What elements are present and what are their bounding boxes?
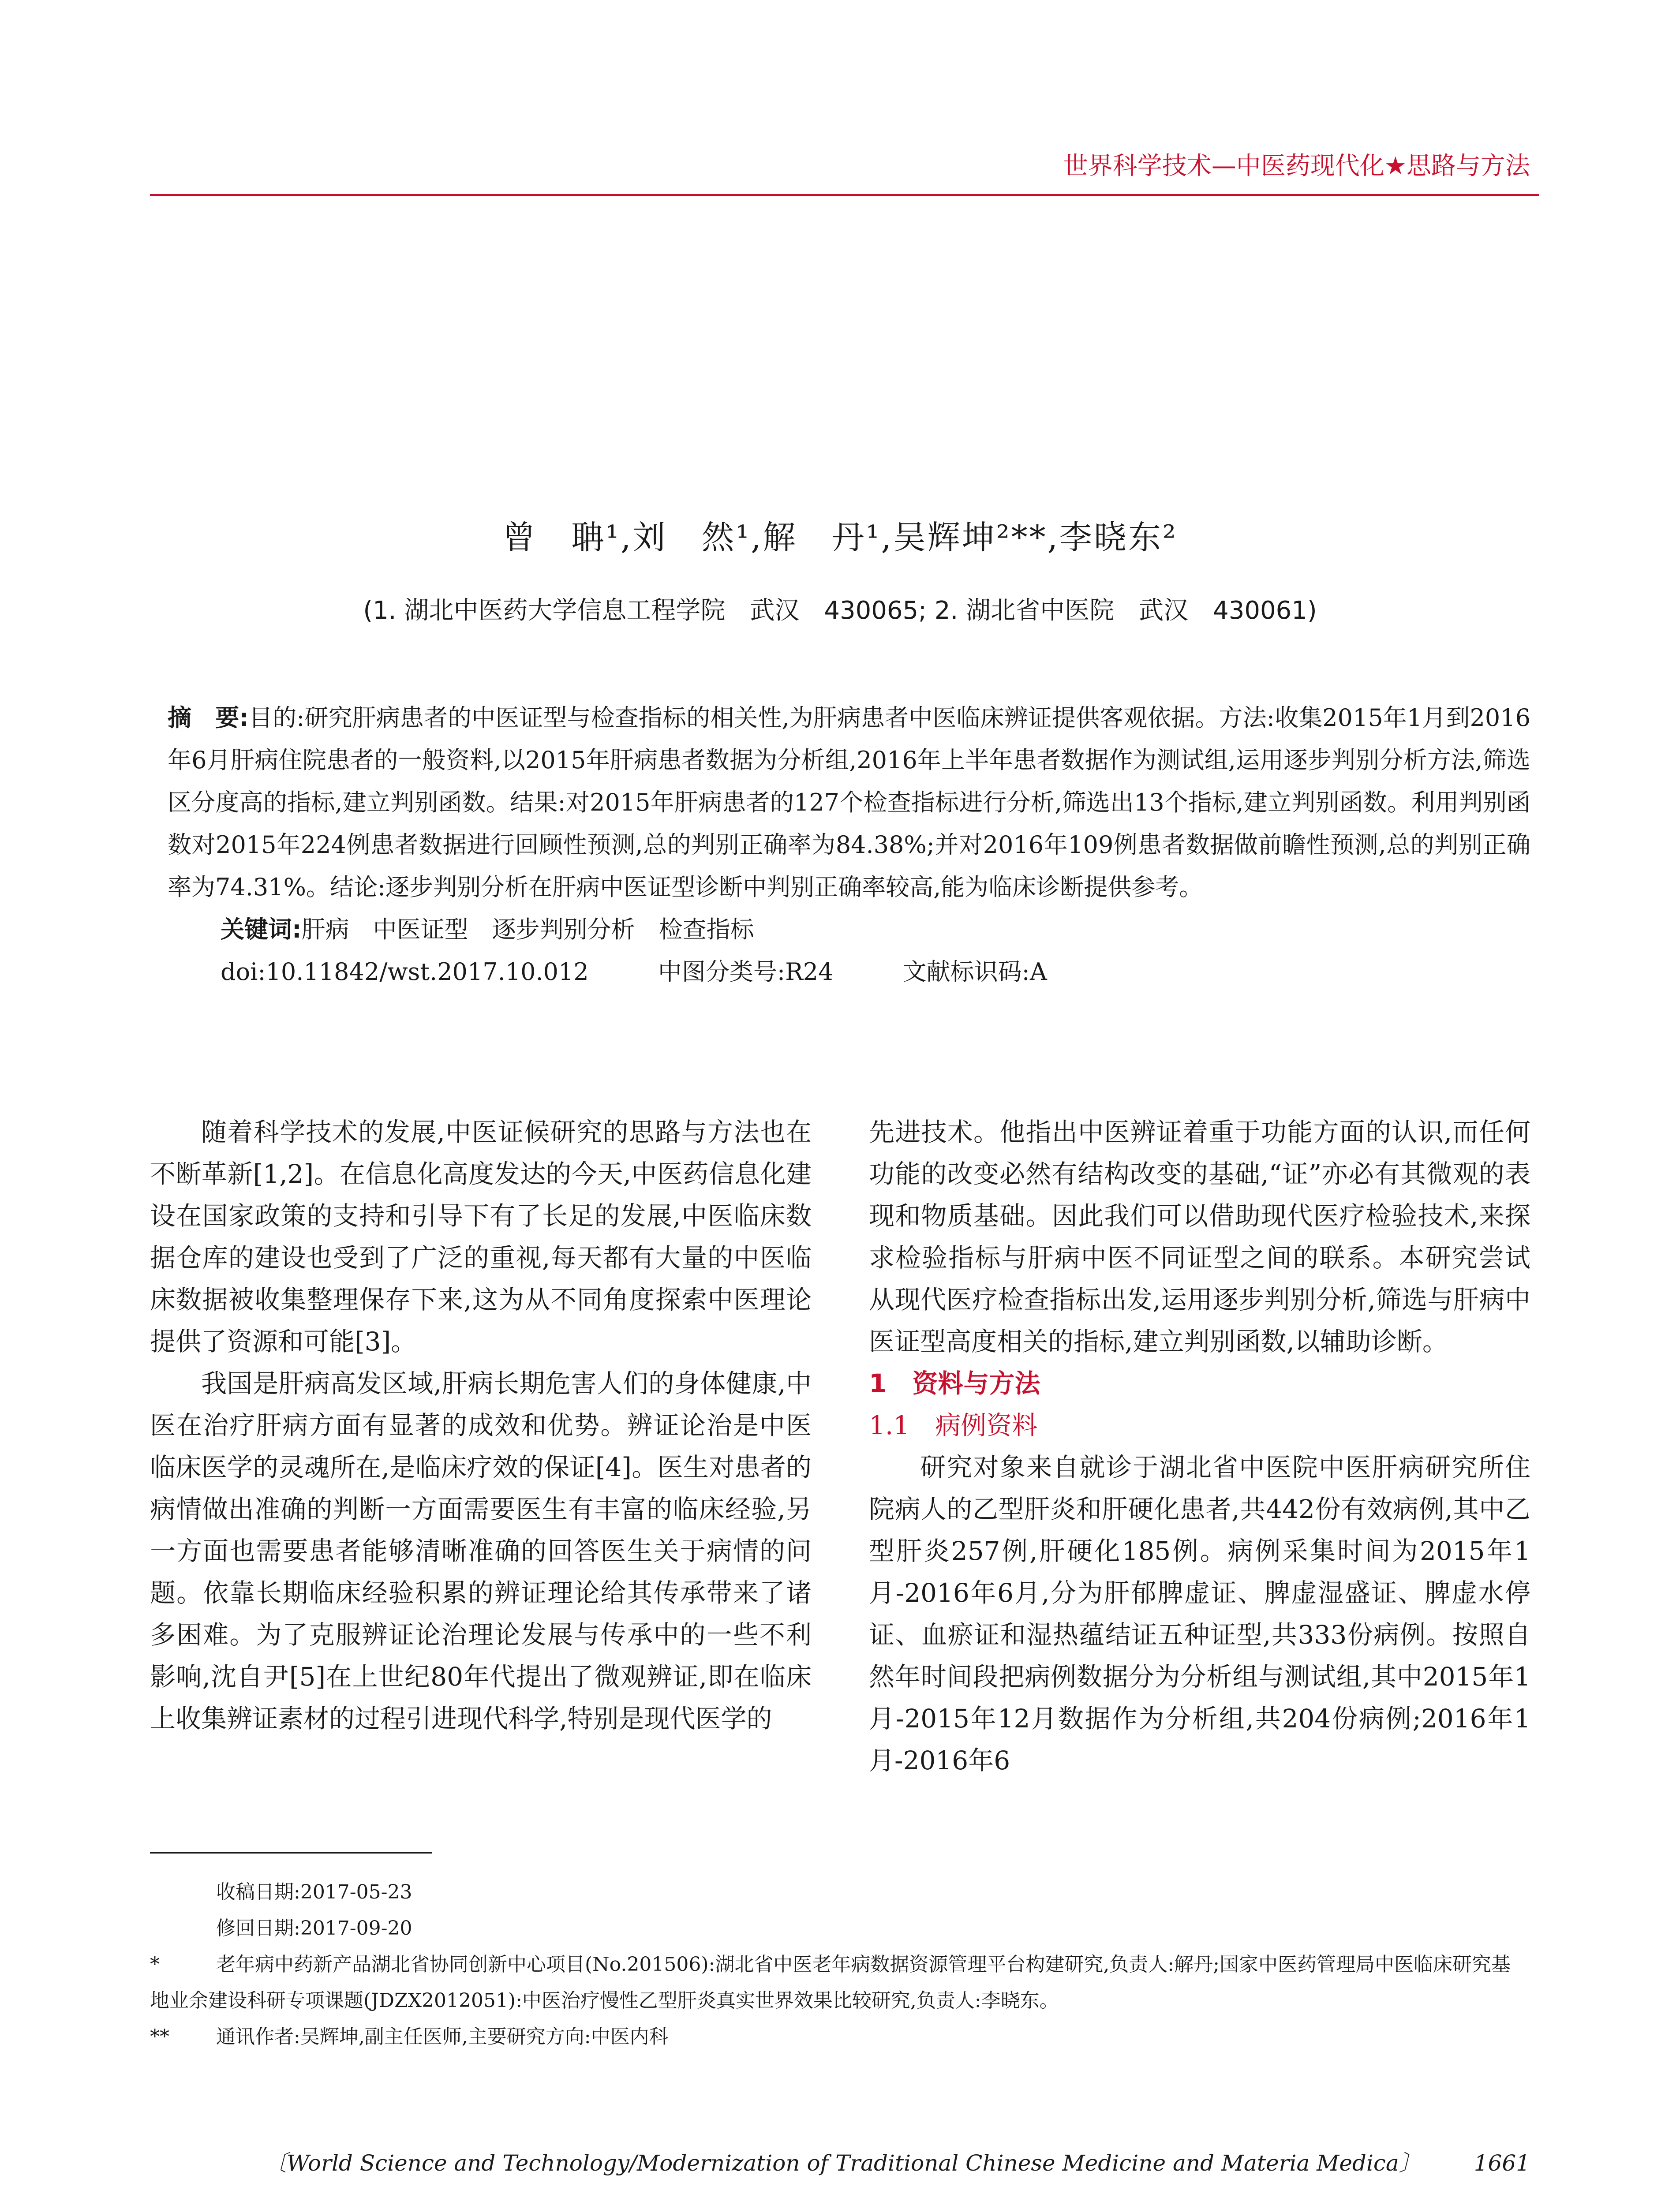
keywords-label: 关键词: bbox=[221, 916, 302, 943]
body-paragraph: 研究对象来自就诊于湖北省中医院中医肝病研究所住院病人的乙型肝炎和肝硬化患者,共442份有效病例,其中乙型肝炎257例,肝硬化185例。病例采集时间为2015年1月-2016年6月,分为肝郁脾虚证、脾虚湿盛证、脾虚水停证、血瘀证和湿热蕴结证五种证型,共333份病例。按照自然年时间段把病例数据分为分析组与测试组,其中2015年1月-2015年12月数据作为分析组,共204份病例;2016年1月-2016年6 bbox=[869, 1452, 1530, 1775]
doi-text: doi:10.11842/wst.2017.10.012 bbox=[221, 958, 589, 986]
corr-text: 通讯作者:吴辉坤,副主任医师,主要研究方向:中医内科 bbox=[216, 2026, 669, 2048]
received-date: 收稿日期:2017-05-23 bbox=[216, 1881, 412, 1903]
footnote-rule bbox=[150, 1852, 432, 1854]
keywords-text: 肝病 中医证型 逐步判别分析 检查指标 bbox=[301, 916, 754, 943]
doc-code: 文献标识码:A bbox=[902, 958, 1047, 986]
body-column-right bbox=[869, 1111, 1530, 1782]
section-heading: 1 资料与方法 bbox=[869, 1368, 1040, 1398]
footer-journal: 〔World Science and Technology/Modernization of Traditional Chinese Medicine and Materia Medica〕 bbox=[264, 2150, 1421, 2176]
footnotes bbox=[150, 1874, 1517, 2055]
fund-text: 老年病中药新产品湖北省协同创新中心项目(No.201506):湖北省中医老年病数据资源管理平台构建研究,负责人:解丹;国家中医药管理局中医临床研究基地业余建设科研专项课题(JDZX2012051):中医治疗慢性乙型肝炎真实世界效果比较研究,负责人:李晓东。 bbox=[150, 1953, 1511, 2012]
author-list: 曾 聃¹,刘 然¹,解 丹¹,吴辉坤²**,李晓东² bbox=[502, 519, 1178, 557]
header-rule bbox=[150, 194, 1539, 196]
page-number: 1661 bbox=[1474, 2150, 1530, 2176]
clc-code: 中图分类号:R24 bbox=[658, 958, 834, 986]
body-paragraph: 我国是肝病高发区域,肝病长期危害人们的身体健康,中医在治疗肝病方面有显著的成效和优势。辨证论治是中医临床医学的灵魂所在,是临床疗效的保证[4]。医生对患者的病情做出准确的判断一方面需要医生有丰富的临床经验,另一方面也需要患者能够清晰准确的回答医生关于病情的问题。依靠长期临床经验积累的辨证理论给其传承带来了诸多困难。为了克服辨证论治理论发展与传承中的一些不利影响,沈自尹[5]在上世纪80年代提出了微观辨证,即在临床上收集辨证素材的过程引进现代科学,特别是现代医学的 bbox=[150, 1368, 812, 1734]
corr-mark: ** bbox=[150, 2026, 169, 2048]
journal-header: 世界科学技术—中医药现代化★思路与方法 bbox=[1063, 152, 1530, 180]
abstract-text: 目的:研究肝病患者的中医证型与检查指标的相关性,为肝病患者中医临床辨证提供客观依据。方法:收集2015年1月到2016年6月肝病住院患者的一般资料,以2015年肝病患者数据为分析组,2016年上半年患者数据作为测试组,运用逐步判别分析方法,筛选区分度高的指标,建立判别函数。结果:对2015年肝病患者的127个检查指标进行分析,筛选出13个指标,建立判别函数。利用判别函数对2015年224例患者数据进行回顾性预测,总的判别正确率为84.38%;并对2016年109例患者数据做前瞻性预测,总的判别正确率为74.31%。结论:逐步判别分析在肝病中医证型诊断中判别正确率较高,能为临床诊断提供参考。 bbox=[168, 704, 1530, 901]
fund-note bbox=[150, 1947, 1517, 2019]
abstract-label: 摘 要: bbox=[168, 704, 249, 732]
subsection-heading: 1.1 病例资料 bbox=[869, 1410, 1038, 1440]
page-footer bbox=[265, 2145, 1530, 2177]
abstract-block bbox=[168, 697, 1530, 993]
affiliations: (1. 湖北中医药大学信息工程学院 武汉 430065; 2. 湖北省中医院 武汉 430061) bbox=[363, 596, 1317, 625]
body-paragraph: 随着科学技术的发展,中医证候研究的思路与方法也在不断革新[1,2]。在信息化高度发达的今天,中医药信息化建设在国家政策的支持和引导下有了长足的发展,中医临床数据仓库的建设也受到了广泛的重视,每天都有大量的中医临床数据被收集整理保存下来,这为从不同角度探索中医理论提供了资源和可能[3]。 bbox=[150, 1117, 812, 1357]
fund-mark: * bbox=[150, 1953, 160, 1976]
corresponding-note bbox=[150, 2019, 1517, 2055]
body-paragraph: 先进技术。他指出中医辨证着重于功能方面的认识,而任何功能的改变必然有结构改变的基础,“证”亦必有其微观的表现和物质基础。因此我们可以借助现代医疗检验技术,来探求检验指标与肝病中医不同证型之间的联系。本研究尝试从现代医疗检查指标出发,运用逐步判别分析,筛选与肝病中医证型高度相关的指标,建立判别函数,以辅助诊断。 bbox=[869, 1117, 1530, 1357]
revised-date: 修回日期:2017-09-20 bbox=[216, 1917, 412, 1940]
body-column-left bbox=[150, 1111, 812, 1740]
